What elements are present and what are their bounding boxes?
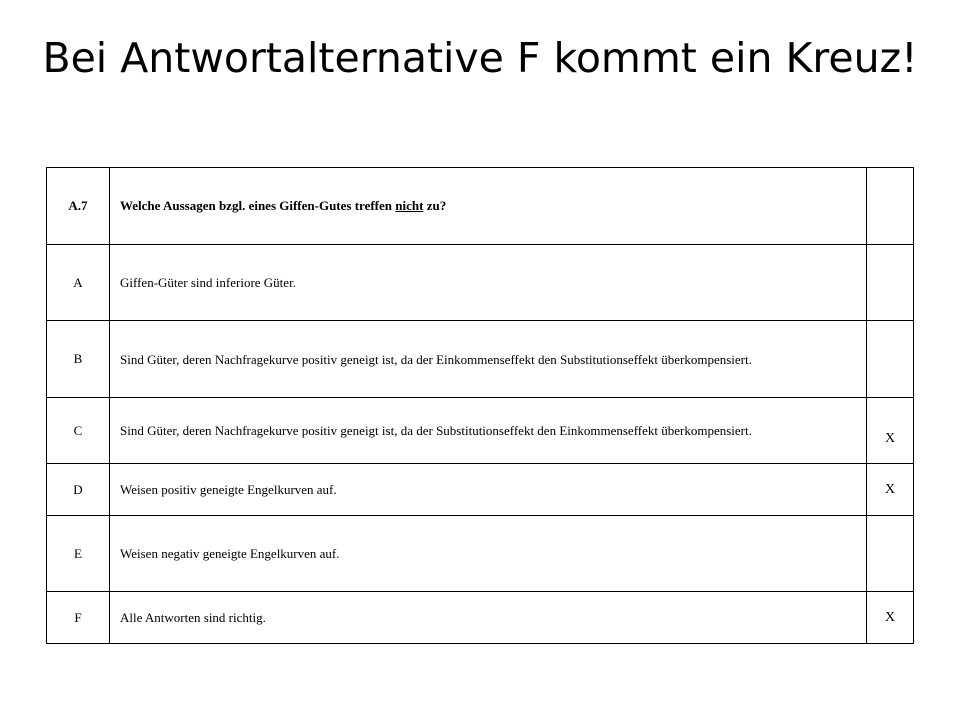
question-text-after: zu? [423, 198, 447, 213]
option-label: E [47, 516, 110, 592]
option-label: D [47, 464, 110, 516]
option-text: Alle Antworten sind richtig. [110, 592, 867, 644]
option-text: Giffen-Güter sind inferiore Güter. [110, 245, 867, 321]
question-table [46, 167, 914, 644]
question-id: A.7 [47, 168, 110, 245]
option-label: F [47, 592, 110, 644]
question-text-before: Welche Aussagen bzgl. eines Giffen-Gutes treffen [120, 198, 396, 213]
option-text [110, 321, 867, 398]
question-row [47, 168, 914, 245]
option-row-e [47, 516, 914, 592]
option-label: B [47, 321, 110, 398]
option-mark: X [867, 464, 914, 516]
option-mark [867, 516, 914, 592]
question-mark-cell [867, 168, 914, 245]
option-mark: X [867, 398, 914, 464]
option-mark [867, 245, 914, 321]
option-row-d [47, 464, 914, 516]
option-text [110, 398, 867, 464]
option-text-content: Sind Güter, deren Nachfragekurve positiv geneigt ist, da der Einkommenseffekt den Substitutionseffekt überkompensiert. [120, 351, 752, 367]
option-mark [867, 321, 914, 398]
option-row-a [47, 245, 914, 321]
option-row-b [47, 321, 914, 398]
question-text-emphasis: nicht [395, 198, 424, 213]
slide-title: Bei Antwortalternative F kommt ein Kreuz! [42, 34, 918, 82]
option-mark: X [867, 592, 914, 644]
question-text [110, 168, 867, 245]
option-label: A [47, 245, 110, 321]
option-text: Weisen positiv geneigte Engelkurven auf. [110, 464, 867, 516]
option-label: C [47, 398, 110, 464]
option-text-content: Sind Güter, deren Nachfragekurve positiv geneigt ist, da der Substitutionseffekt den Einkommenseffekt überkompensiert. [120, 423, 752, 438]
option-row-f [47, 592, 914, 644]
option-text: Weisen negativ geneigte Engelkurven auf. [110, 516, 867, 592]
option-row-c [47, 398, 914, 464]
